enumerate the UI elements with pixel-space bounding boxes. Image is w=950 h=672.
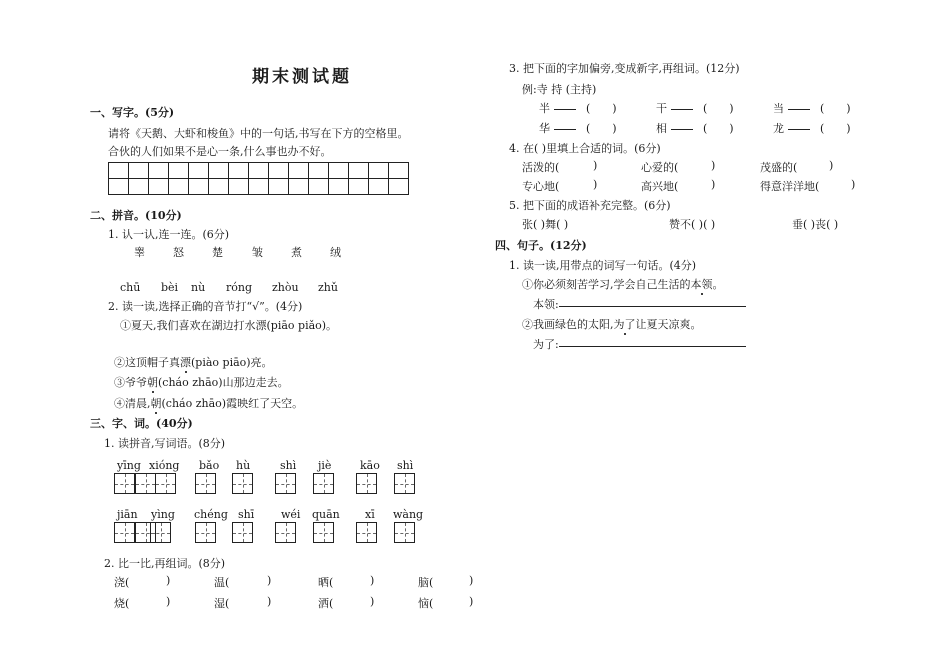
radical-row: 当 ( ) [773, 102, 851, 115]
char-box[interactable] [356, 473, 377, 494]
pinyin-label: xióng [149, 459, 180, 472]
pinyin-item: zhǔ [318, 281, 338, 294]
section-1-sentence: 合伙的人们如果不是心一条,什么事也办不好。 [108, 145, 332, 158]
char-box[interactable] [114, 473, 135, 494]
char-box[interactable] [155, 473, 176, 494]
char-box[interactable] [275, 522, 296, 543]
section-1-instruction: 请将《天鹅、大虾和梭鱼》中的一句话,书写在下方的空格里。 [108, 127, 409, 140]
char-box[interactable] [313, 522, 334, 543]
page-title: 期末测试题 [252, 67, 352, 87]
compare-item: 恼( [418, 597, 434, 610]
radical-row: 相 ( ) [656, 122, 734, 135]
char-box[interactable] [232, 473, 253, 494]
compare-item: 洒( [318, 597, 334, 610]
pinyin-label: jiān [117, 508, 138, 521]
question-2-2: 2. 读一读,选择正确的音节打“√”。(4分) [108, 300, 303, 313]
pinyin-item: nù [191, 281, 206, 294]
char-item: 皱 [252, 246, 263, 259]
compare-item: 温( [214, 576, 230, 589]
pinyin-label: shì [397, 459, 414, 472]
pinyin-label: wéi [281, 508, 301, 521]
paren-close: ) [851, 178, 856, 191]
pinyin-choice-1: ①夏天,我们喜欢在湖边打水漂(piāo piǎo)。 [120, 319, 338, 332]
paren-close: ) [370, 595, 375, 608]
paren-close: ) [593, 159, 598, 172]
char-box[interactable] [195, 473, 216, 494]
char-box[interactable] [232, 522, 253, 543]
section-1-heading: 一、写字。(5分) [90, 106, 175, 119]
paren-close: ) [267, 574, 272, 587]
char-box[interactable] [394, 473, 415, 494]
answer-line-2[interactable]: 为了: [533, 336, 746, 352]
radical-row: 干 ( ) [656, 102, 734, 115]
compare-item: 脑( [418, 576, 434, 589]
pinyin-label: shì [280, 459, 297, 472]
char-box[interactable] [394, 522, 415, 543]
pinyin-item: róng [226, 281, 253, 294]
pinyin-choice-3: ③爷爷朝(cháo zhāo)山那边走去。 [114, 376, 289, 389]
compare-item: 湿( [214, 597, 230, 610]
pinyin-label: chéng [194, 508, 228, 521]
fill-item: 高兴地( [641, 180, 679, 193]
pinyin-label: kāo [360, 459, 380, 472]
idiom-item: 垂( )丧( ) [792, 218, 839, 231]
question-3-1: 1. 读拼音,写词语。(8分) [104, 437, 226, 450]
char-box[interactable] [150, 522, 171, 543]
pinyin-label: shī [238, 508, 255, 521]
pinyin-choice-4: ④清晨,朝(cháo zhāo)霞映红了天空。 [114, 397, 304, 410]
section-2-heading: 二、拼音。(10分) [90, 209, 182, 222]
question-4-1: 1. 读一读,用带点的词写一句话。(4分) [509, 259, 697, 272]
paren-close: ) [370, 574, 375, 587]
paren-close: ) [593, 178, 598, 191]
pinyin-label: hù [236, 459, 251, 472]
fill-item: 茂盛的( [760, 161, 798, 174]
example-line: 例:寺 持 (主持) [522, 83, 597, 96]
pinyin-label: yīng [117, 459, 141, 472]
char-box[interactable] [313, 473, 334, 494]
example-sentence-2: ②我画绿色的太阳,为了让夏天凉爽。 [522, 318, 702, 331]
idiom-item: 赞不( )( ) [669, 218, 716, 231]
radical-row: 华 ( ) [539, 122, 617, 135]
char-item: 绒 [330, 246, 341, 259]
paren-close: ) [267, 595, 272, 608]
paren-close: ) [829, 159, 834, 172]
pinyin-choice-2: ②这顶帽子真漂(piào piāo)亮。 [114, 356, 273, 369]
paren-close: ) [711, 178, 716, 191]
pinyin-item: bèi [161, 281, 179, 294]
radical-row: 半 ( ) [539, 102, 617, 115]
answer-line-1[interactable]: 本领: [533, 296, 746, 312]
pinyin-item: chū [120, 281, 141, 294]
char-box[interactable] [275, 473, 296, 494]
compare-item: 浇( [114, 576, 130, 589]
paren-close: ) [711, 159, 716, 172]
char-item: 煮 [291, 246, 302, 259]
question-3-4: 4. 在( )里填上合适的词。(6分) [509, 142, 661, 155]
pinyin-label: wàng [393, 508, 424, 521]
compare-item: 晒( [318, 576, 334, 589]
char-item: 睾 [134, 246, 145, 259]
fill-item: 心爱的( [641, 161, 679, 174]
idiom-item: 张( )舞( ) [522, 218, 569, 231]
example-sentence-1: ①你必须刻苦学习,学会自己生活的本领。 [522, 278, 724, 291]
writing-grid[interactable] [108, 162, 409, 195]
question-2-1: 1. 认一认,连一连。(6分) [108, 228, 230, 241]
paren-close: ) [469, 574, 474, 587]
compare-item: 烧( [114, 597, 130, 610]
section-4-heading: 四、句子。(12分) [495, 239, 587, 252]
char-box[interactable] [114, 522, 135, 543]
section-3-heading: 三、字、词。(40分) [90, 417, 193, 430]
pinyin-label: jiè [318, 459, 332, 472]
char-box[interactable] [356, 522, 377, 543]
pinyin-label: xī [365, 508, 375, 521]
pinyin-item: zhòu [272, 281, 299, 294]
pinyin-label: yìng [151, 508, 175, 521]
paren-close: ) [166, 574, 171, 587]
fill-item: 得意洋洋地( [760, 180, 820, 193]
question-3-2: 2. 比一比,再组词。(8分) [104, 557, 226, 570]
question-3-3: 3. 把下面的字加偏旁,变成新字,再组词。(12分) [509, 62, 740, 75]
char-item: 楚 [212, 246, 223, 259]
char-box[interactable] [195, 522, 216, 543]
char-box[interactable] [135, 473, 156, 494]
paren-close: ) [469, 595, 474, 608]
pinyin-label: quān [312, 508, 340, 521]
fill-item: 专心地( [522, 180, 560, 193]
char-item: 怒 [173, 246, 184, 259]
question-3-5: 5. 把下面的成语补充完整。(6分) [509, 199, 671, 212]
pinyin-label: bǎo [199, 459, 220, 472]
radical-row: 龙 ( ) [773, 122, 851, 135]
paren-close: ) [166, 595, 171, 608]
fill-item: 活泼的( [522, 161, 560, 174]
